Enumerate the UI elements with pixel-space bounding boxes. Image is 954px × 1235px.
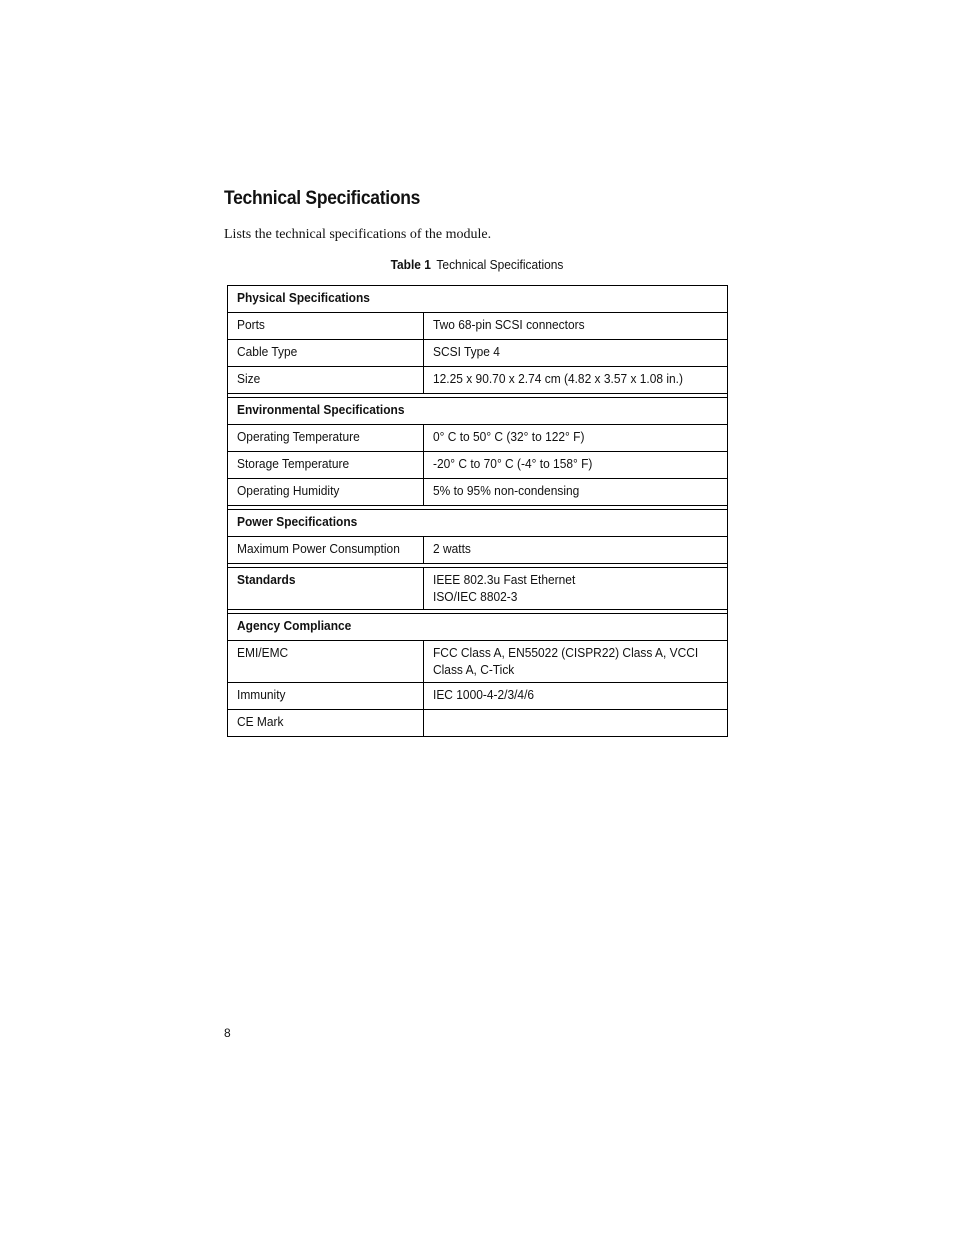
table-row [228, 340, 728, 367]
spec-value: IEEE 802.3u Fast Ethernet [433, 572, 576, 587]
section-title: Standards [237, 572, 296, 587]
spec-value: -20° C to 70° C (-4° to 158° F) [433, 456, 593, 471]
specifications-table [227, 285, 728, 737]
spec-label: EMI/EMC [237, 645, 289, 660]
spec-value: 12.25 x 90.70 x 2.74 cm (4.82 x 3.57 x 1.08 in.) [433, 371, 683, 386]
section-header-power [228, 510, 728, 537]
table-caption-title: Technical Specifications [436, 257, 564, 272]
section-header-environmental [228, 398, 728, 425]
table-row [228, 479, 728, 506]
table-row [228, 710, 728, 737]
table-row [228, 425, 728, 452]
table-row [228, 641, 728, 683]
spec-label: Cable Type [237, 344, 298, 359]
spec-value: FCC Class A, EN55022 (CISPR22) Class A, VCCI Class A, C-Tick [433, 645, 699, 677]
section-title: Environmental Specifications [237, 402, 405, 417]
spec-label: Size [237, 371, 261, 386]
table-caption [38, 257, 916, 272]
spec-value: IEC 1000-4-2/3/4/6 [433, 687, 535, 702]
section-header-physical [228, 286, 728, 313]
spec-value: 0° C to 50° C (32° to 122° F) [433, 429, 585, 444]
table-row [228, 367, 728, 394]
spec-value: Two 68-pin SCSI connectors [433, 317, 585, 332]
spec-label: CE Mark [237, 714, 284, 729]
spec-label: Operating Humidity [237, 483, 340, 498]
spec-value: 2 watts [433, 541, 471, 556]
table-row-standards [228, 568, 728, 610]
section-heading: Technical Specifications [224, 188, 421, 209]
spec-value: 5% to 95% non-condensing [433, 483, 580, 498]
table-row [228, 452, 728, 479]
spec-label: Ports [237, 317, 265, 332]
spec-value: SCSI Type 4 [433, 344, 500, 359]
spec-label: Maximum Power Consumption [237, 541, 400, 556]
table-row [228, 313, 728, 340]
section-title: Power Specifications [237, 514, 358, 529]
section-header-agency [228, 614, 728, 641]
spec-value: ISO/IEC 8802-3 [433, 589, 518, 604]
section-title: Agency Compliance [237, 618, 352, 633]
spec-label: Immunity [237, 687, 286, 702]
spec-label: Operating Temperature [237, 429, 360, 444]
table-row [228, 683, 728, 710]
table-caption-label: Table 1 [390, 257, 431, 272]
page-number: 8 [224, 1026, 231, 1040]
table-row [228, 537, 728, 564]
intro-text: Lists the technical specifications of the module. [224, 227, 492, 242]
spec-label: Storage Temperature [237, 456, 350, 471]
section-title: Physical Specifications [237, 290, 370, 305]
